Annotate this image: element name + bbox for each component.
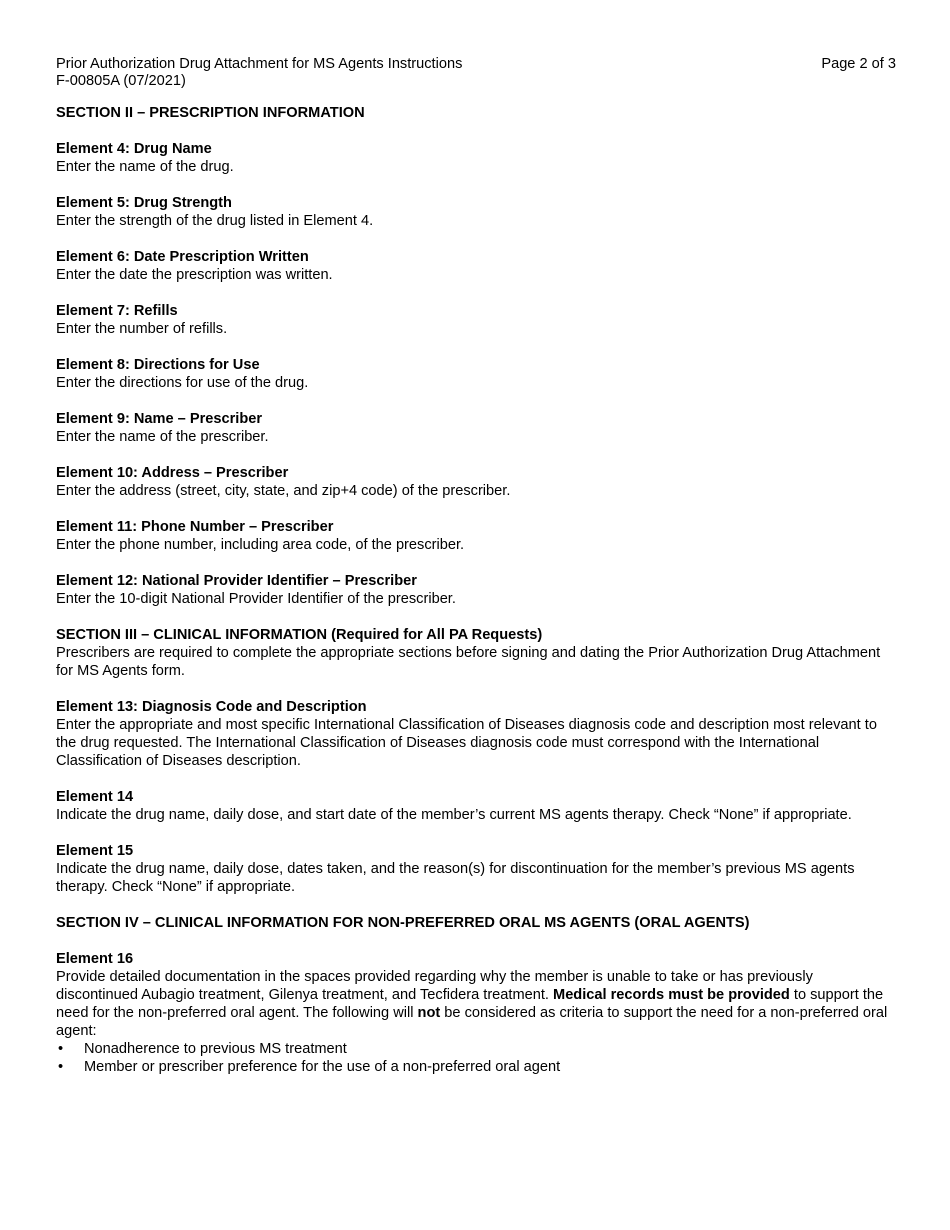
element-6 [56,248,896,284]
element-text-part: Provide detailed documentation in the spaces provided regarding why the member is unable to take or has previously discontinued Aubagio treatment, Gilenya treatment, and Tecfidera treatment. [56,969,813,1003]
element-text: Enter the phone number, including area code, of the prescriber. [56,537,465,553]
element-title: Element 13: Diagnosis Code and Description [56,699,367,715]
bullet-icon: • [58,1059,64,1075]
element-text-part: be considered as criteria to support the need for a non-preferred oral agent: [56,1005,888,1039]
criteria-list [56,1040,896,1076]
element-title: Element 15 [56,843,134,859]
section-3-title: SECTION III – CLINICAL INFORMATION (Required for All PA Requests) [56,627,543,643]
section-3-header [56,626,896,680]
element-text-emphasis: not [417,1005,441,1021]
element-title: Element 7: Refills [56,303,178,319]
element-text: Enter the number of refills. [56,321,228,337]
element-5 [56,194,896,230]
element-text-part: to support the need for the non-preferred oral agent. The following will [56,987,884,1021]
element-text: Indicate the drug name, daily dose, dates taken, and the reason(s) for discontinuation for the member’s previous MS agents therapy. Check “None” if appropriate. [56,861,855,895]
element-title: Element 9: Name – Prescriber [56,411,263,427]
element-text: Enter the address (street, city, state, and zip+4 code) of the prescriber. [56,483,511,499]
element-13 [56,698,896,770]
section-2-title: SECTION II – PRESCRIPTION INFORMATION [56,105,365,121]
page-header [56,55,896,89]
element-title: Element 6: Date Prescription Written [56,249,309,265]
list-item [56,1040,896,1058]
section-4-title: SECTION IV – CLINICAL INFORMATION FOR NON-PREFERRED ORAL MS AGENTS (ORAL AGENTS) [56,915,750,931]
element-text: Enter the appropriate and most specific International Classification of Diseases diagnosis code and description most relevant to the drug requested. The International Classification of Diseases diagnosis code must correspond with the International Classification of Diseases description. [56,717,877,769]
element-title: Element 8: Directions for Use [56,357,260,373]
element-text [56,968,896,1040]
element-15 [56,842,896,896]
bullet-icon: • [58,1041,64,1057]
page-number: Page 2 of 3 [821,56,896,72]
element-8 [56,356,896,392]
section-3-intro: Prescribers are required to complete the appropriate sections before signing and dating the Prior Authorization Drug Attachment for MS Agents form. [56,645,881,679]
element-title: Element 11: Phone Number – Prescriber [56,519,334,535]
list-item-text: Nonadherence to previous MS treatment [84,1041,347,1057]
element-title: Element 12: National Provider Identifier – Prescriber [56,573,417,589]
element-text: Enter the name of the prescriber. [56,429,269,445]
element-text: Indicate the drug name, daily dose, and start date of the member’s current MS agents therapy. Check “None” if appropriate. [56,807,852,823]
element-title: Element 4: Drug Name [56,141,212,157]
list-item-text: Member or prescriber preference for the use of a non-preferred oral agent [84,1059,561,1075]
element-title: Element 14 [56,789,134,805]
document-page [56,55,896,1094]
element-11 [56,518,896,554]
element-text: Enter the date the prescription was written. [56,267,333,283]
element-9 [56,410,896,446]
element-12 [56,572,896,608]
element-text: Enter the strength of the drug listed in Element 4. [56,213,374,229]
element-16 [56,950,896,1076]
element-title: Element 10: Address – Prescriber [56,465,289,481]
list-item [56,1058,896,1076]
form-title: Prior Authorization Drug Attachment for MS Agents Instructions [56,56,463,72]
element-7 [56,302,896,338]
element-text: Enter the 10-digit National Provider Identifier of the prescriber. [56,591,456,607]
element-text-emphasis: Medical records must be provided [553,987,790,1003]
element-10 [56,464,896,500]
element-title: Element 16 [56,951,134,967]
form-number: F-00805A (07/2021) [56,73,186,89]
element-14 [56,788,896,824]
element-text: Enter the directions for use of the drug. [56,375,309,391]
element-title: Element 5: Drug Strength [56,195,232,211]
element-text: Enter the name of the drug. [56,159,234,175]
element-4 [56,140,896,176]
